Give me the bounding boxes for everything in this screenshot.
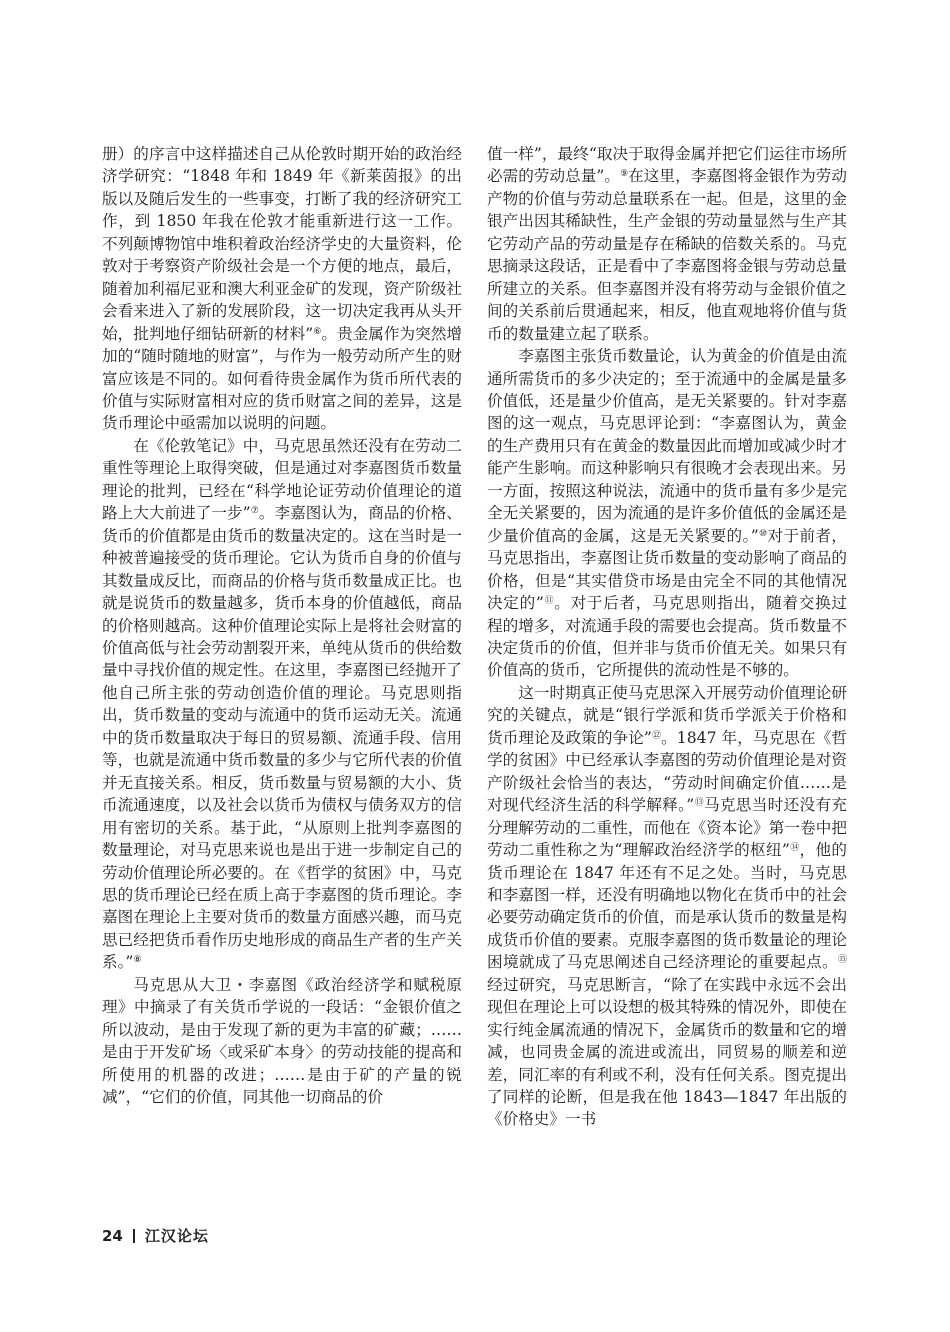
right-column xyxy=(487,143,847,1131)
footnote-marker[interactable]: ⑪ xyxy=(543,596,555,607)
page-footer xyxy=(102,1225,209,1246)
page-number: 24 xyxy=(102,1226,123,1245)
footnote-marker[interactable]: ⑦ xyxy=(250,506,259,517)
footnote-marker[interactable]: ⑧ xyxy=(133,955,142,966)
paragraph: 册）的序言中这样描述自己从伦敦时期开始的政治经济学研究：“1848 年和 1849 年《新莱茵报》的出版以及随后发生的一些事变，打断了我的经济研究工作，到 1850 年我在伦敦才能重新进行这一工作。不列颠博物馆中堆积着政治经济学史的大量资料，伦敦对于考察资产阶级社会是一个方便的地点，最后，随着加利福尼亚和澳大利亚金矿的发现，资产阶级社会看来进入了新的发展阶段，这一切决定我再从头开始，批判地仔细钻研新的材料”⑥。贵金属作为突然增加的“随时随地的财富”，与作为一般劳动所产生的财富应该是不同的。如何看待贵金属作为货币所代表的价值与实际财富相对应的货币财富之间的差异，这是货币理论中亟需加以说明的问题。 xyxy=(102,145,462,433)
paragraph: 值一样”，最终“取决于取得金属并把它们运往市场所必需的劳动总量”。⑨在这里，李嘉图将金银作为劳动产物的价值与劳动总量联系在一起。但是，这里的金银产出因其稀缺性，生产金银的劳动量显然与生产其它劳动产品的劳动量是存在稀缺的倍数关系的。马克思摘录这段话，正是看中了李嘉图将金银与劳动总量所建立的关系。但李嘉图并没有将劳动与金银价值之间的关系前后贯通起来，相反，他直观地将价值与货币的数量建立起了联系。 xyxy=(487,145,847,343)
paragraph: 马克思从大卫・李嘉图《政治经济学和赋税原理》中摘录了有关货币学说的一段话：“金银价值之所以波动，是由于发现了新的更为丰富的矿藏；……是由于开发矿场〈或采矿本身〉的劳动技能的提高和所使用的机器的改进；……是由于矿的产量的锐减”，“它们的价值，同其他一切商品的价 xyxy=(102,975,462,1107)
footnote-marker[interactable]: ⑫ xyxy=(651,730,662,741)
paragraph: 这一时期真正使马克思深入开展劳动价值理论研究的关键点，就是“银行学派和货币学派关于价格和货币理论及政策的争论”⑫。1847 年，马克思在《哲学的贫困》中已经承认李嘉图的劳动价值理论是对资产阶级社会恰当的表达，“劳动时间确定价值……是对现代经济生活的科学解释。”⑬马克思当时还没有充分理解劳动的二重性，而他在《资本论》第一卷中把劳动二重性称之为“理解政治经济学的枢纽”⑭，他的货币理论在 1847 年还有不足之处。当时，马克思和李嘉图一样，还没有明确地以物化在货币中的社会必要劳动确定货币的价值，而是承认货币的数量是构成货币价值的要素。克服李嘉图的货币数量论的理论困境就成了马克思阐述自己经济理论的重要起点。⑮经过研究，马克思断言，“除了在实践中永远不会出现但在理论上可以设想的极其特殊的情况外，即使在实行纯金属流通的情况下，金属货币的数量和它的增减，也同贵金属的流进或流出，同贸易的顺差和逆差，同汇率的有利或不利，没有任何关系。图克提出了同样的论断，但是我在他 1843—1847 年出版的《价格史》一书 xyxy=(487,683,847,1129)
footer-divider xyxy=(133,1229,135,1243)
paragraph: 李嘉图主张货币数量论，认为黄金的价值是由流通所需货币的多少决定的；至于流通中的金属是量多价值低，还是量少价值高，是无关紧要的。针对李嘉图的这一观点，马克思评论到：“李嘉图认为，黄金的生产费用只有在黄金的数量因此而增加或减少时才能产生影响。而这种影响只有很晚才会表现出来。另一方面，按照这种说法，流通中的货币量有多少是完全无关紧要的，因为流通的是许多价值低的金属还是少量价值高的金属，这是无关紧要的。”⑩对于前者，马克思指出，李嘉图让货币数量的变动影响了商品的价格，但是“其实借贷市场是由完全不同的其他情况决定的”⑪。对于后者，马克思则指出，随着交换过程的增多，对流通手段的需要也会提高。货币数量不决定货币的价值，但并非与货币价值无关。如果只有价值高的货币，它所提供的流动性是不够的。 xyxy=(487,347,847,680)
footnote-marker[interactable]: ⑮ xyxy=(837,955,847,966)
footnote-marker[interactable]: ⑥ xyxy=(313,326,322,337)
footnote-marker[interactable]: ⑬ xyxy=(694,798,704,809)
journal-name: 江汉论坛 xyxy=(144,1227,209,1245)
paragraph: 在《伦敦笔记》中，马克思虽然还没有在劳动二重性等理论上取得突破，但是通过对李嘉图货币数量理论的批判，已经在“科学地论证劳动价值理论的道路上大大前进了一步”⑦。李嘉图认为，商品的价格、货币的价值都是由货币的数量决定的。这在当时是一种被普遍接受的货币理论。它认为货币自身的价值与其数量成反比，而商品的价格与货币数量成正比。也就是说货币的数量越多，货币本身的价值越低，商品的价格则越高。这种价值理论实际上是将社会财富的价值高低与社会劳动割裂开来，单纯从货币的供给数量中寻找价值的规定性。在这里，李嘉图已经抛开了他自己所主张的劳动创造价值的理论。马克思则指出，货币数量的变动与流通中的货币运动无关。流通中的货币数量取决于每日的贸易额、流通手段、信用等，也就是流通中货币数量的多少与它所代表的价值并无直接关系。相反，货币数量与贸易额的大小、货币流通速度，以及社会以货币为债权与债务双方的信用有密切的关系。基于此，“从原则上批判李嘉图的数量理论，对马克思来说也是出于进一步制定自己的劳动价值理论所必要的。在《哲学的贫困》中，马克思的货币理论已经在质上高于李嘉图的货币理论。李嘉图在理论上主要对货币的数量方面感兴趣，而马克思已经把货币看作历史地形成的商品生产者的生产关系。”⑧ xyxy=(102,436,462,972)
footnote-marker[interactable]: ⑨ xyxy=(620,169,629,180)
footnote-marker[interactable]: ⑭ xyxy=(789,843,800,854)
left-column xyxy=(102,143,462,1108)
footnote-marker[interactable]: ⑩ xyxy=(758,528,768,539)
